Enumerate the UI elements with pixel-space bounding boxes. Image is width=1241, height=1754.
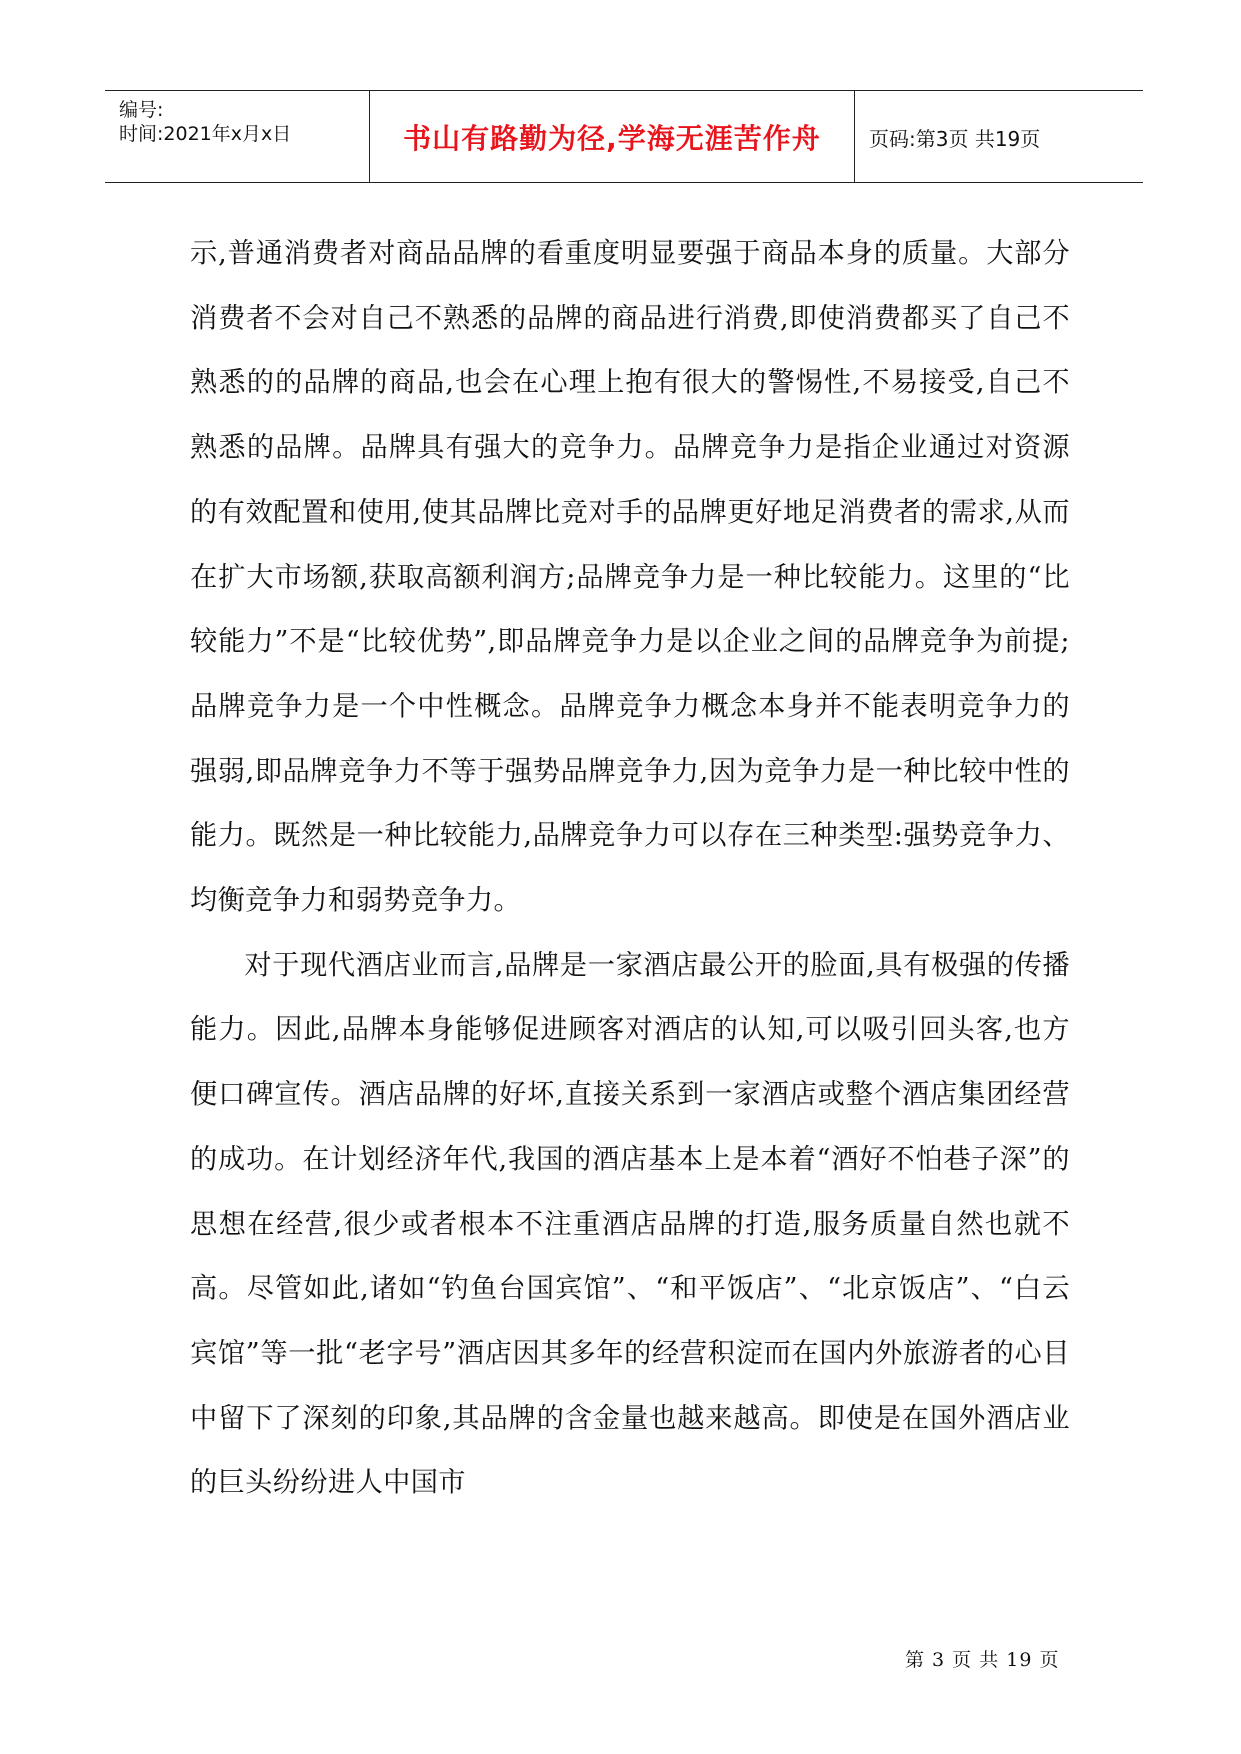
document-number-label: 编号: [119, 99, 164, 121]
header-motto: 书山有路勤为径,学海无涯苦作舟 [403, 122, 821, 155]
body-paragraph: 示,普通消费者对商品品牌的看重度明显要强于商品本身的质量。大部分消费者不会对自己不熟悉的品牌的商品进行消费,即使消费都买了自己不熟悉的的品牌的商品,也会在心理上抱有很大的警惕性,不易接受,自己不熟悉的品牌。品牌具有强大的竞争力。品牌竞争力是指企业通过对资源的有效配置和使用,使其品牌比竞对手的品牌更好地足消费者的需求,从而在扩大市场额,获取高额利润方;品牌竞争力是一种比较能力。这里的“比较能力”不是“比较优势”,即品牌竞争力是以企业之间的品牌竞争为前提;品牌竞争力是一个中性概念。品牌竞争力概念本身并不能表明竞争力的强弱,即品牌竞争力不等于强势品牌竞争力,因为竞争力是一种比较中性的能力。既然是一种比较能力,品牌竞争力可以存在三种类型:强势竞争力、均衡竞争力和弱势竞争力。 [190, 238, 1070, 917]
body-paragraph: 对于现代酒店业而言,品牌是一家酒店最公开的脸面,具有极强的传播能力。因此,品牌本身能够促进顾客对酒店的认知,可以吸引回头客,也方便口碑宣传。酒店品牌的好坏,直接关系到一家酒店或整个酒店集团经营的成功。在计划经济年代,我国的酒店基本上是本着“酒好不怕巷子深”的思想在经营,很少或者根本不注重酒店品牌的打造,服务质量自然也就不高。尽管如此,诸如“钓鱼台国宾馆”、“和平饭店”、“北京饭店”、“白云宾馆”等一批“老字号”酒店因其多年的经营积淀而在国内外旅游者的心目中留下了深刻的印象,其品牌的含金量也越来越高。即使是在国外酒店业的巨头纷纷进人中国市 [190, 949, 1070, 1499]
header-page-cell [855, 91, 1143, 182]
header-page-number: 页码:第3页 共19页 [869, 127, 1041, 151]
document-time-label: 时间:2021年x月x日 [119, 123, 292, 145]
footer-page-number: 第 3 页 共 19 页 [905, 1649, 1060, 1671]
header-info-cell [105, 91, 370, 182]
header-motto-cell [370, 91, 855, 182]
document-body [190, 222, 1070, 1516]
page-header [105, 90, 1143, 183]
